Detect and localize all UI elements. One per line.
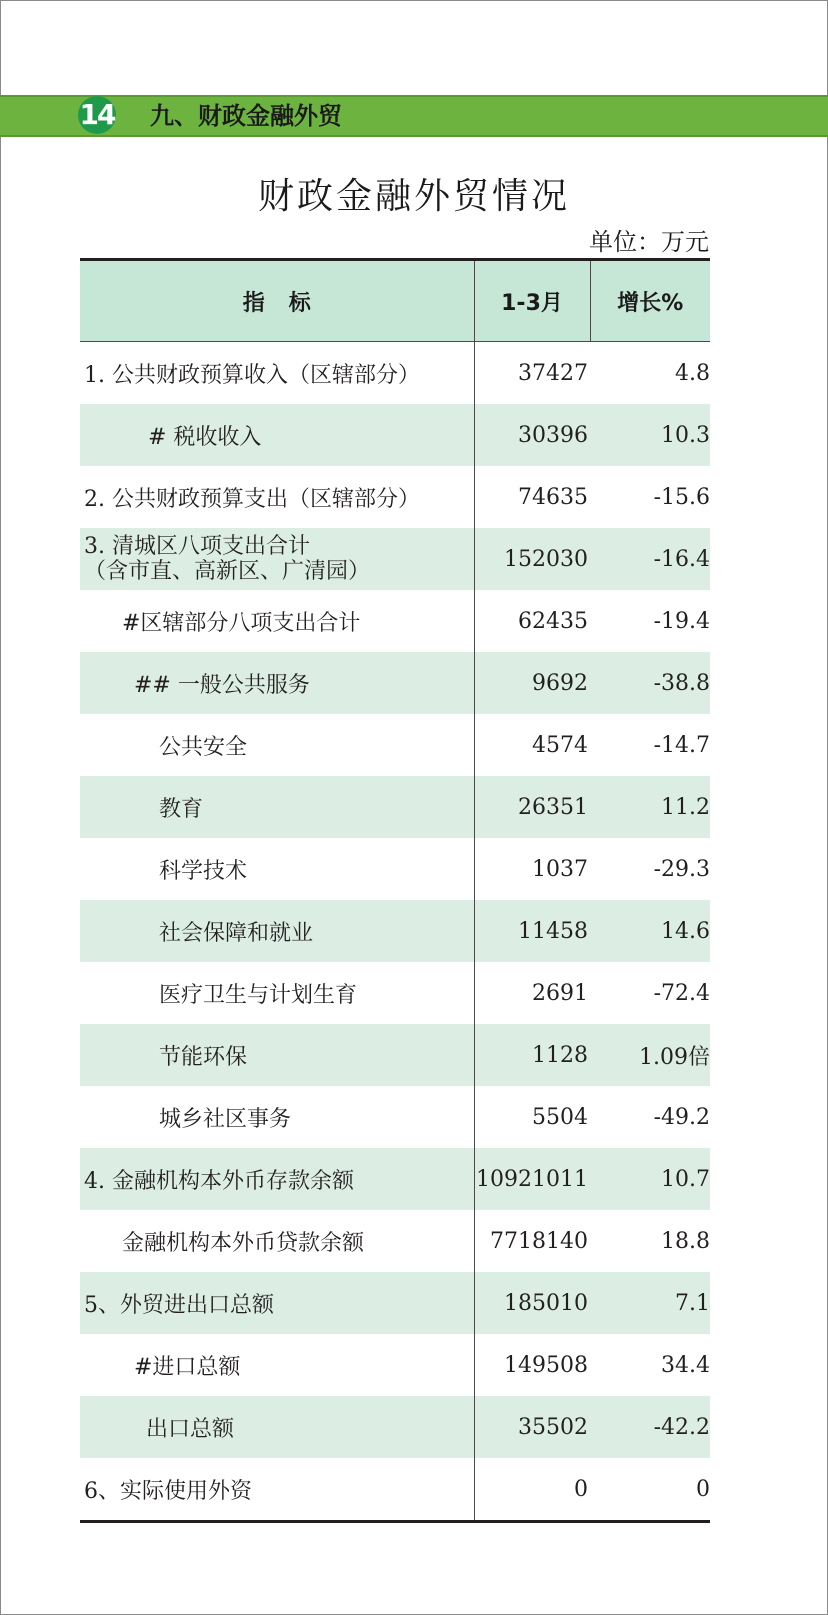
column-header-indicator: 指标 [80, 260, 474, 342]
row-value: 30396 [474, 404, 590, 466]
row-value: 1037 [532, 856, 588, 882]
row-indicator: 6、实际使用外资 [84, 1478, 252, 1504]
table-row [80, 714, 710, 776]
row-growth: 1.09倍 [590, 1024, 710, 1086]
table-row [80, 1334, 710, 1396]
row-value: 62435 [518, 608, 588, 634]
row-indicator: 教育 [159, 796, 204, 822]
row-value: 7718140 [490, 1228, 588, 1254]
row-growth: -16.4 [590, 528, 710, 590]
table-row [80, 838, 710, 900]
row-indicator: ## 一般公共服务 [134, 672, 310, 698]
row-indicator: 1. 公共财政预算收入（区辖部分） [84, 362, 420, 388]
table-row [80, 1210, 710, 1272]
row-growth: 34.4 [661, 1352, 710, 1378]
column-header-period: 1-3月 [474, 260, 590, 342]
table-row [80, 342, 710, 405]
table-row [80, 962, 710, 1024]
row-indicator: 2. 公共财政预算支出（区辖部分） [84, 486, 420, 512]
table-row [80, 466, 710, 528]
row-value: 11458 [474, 900, 590, 962]
table-row [80, 404, 710, 466]
unit-label: 单位：万元 [589, 228, 709, 256]
table-row [80, 1086, 710, 1148]
row-growth: -29.3 [653, 856, 710, 882]
row-indicator: 节能环保 [159, 1044, 248, 1070]
row-growth: 18.8 [661, 1228, 710, 1254]
finance-table [80, 258, 710, 1523]
row-value: 10921011 [474, 1148, 590, 1210]
row-growth: -19.4 [653, 608, 710, 634]
row-growth: 10.3 [590, 404, 710, 466]
row-growth: 10.7 [590, 1148, 710, 1210]
row-growth: 14.6 [590, 900, 710, 962]
row-indicator: 3. 清城区八项支出合计 [84, 534, 310, 559]
row-growth: -72.4 [653, 980, 710, 1006]
row-indicator: # 税收收入 [148, 424, 262, 450]
table-row [80, 1148, 710, 1210]
row-value: 9692 [474, 652, 590, 714]
row-value: 26351 [474, 776, 590, 838]
row-indicator: 公共安全 [159, 734, 248, 760]
row-indicator: 科学技术 [159, 858, 248, 884]
table-row [80, 652, 710, 714]
row-indicator: 城乡社区事务 [159, 1106, 292, 1132]
row-indicator: 5、外贸进出口总额 [84, 1292, 274, 1318]
row-indicator: #进口总额 [134, 1354, 241, 1380]
table-row [80, 1024, 710, 1086]
row-indicator: 出口总额 [146, 1416, 235, 1442]
table-row [80, 1458, 710, 1522]
row-value: 152030 [474, 528, 590, 590]
row-growth: -42.2 [590, 1396, 710, 1458]
document-title: 财政金融外贸情况 [257, 176, 570, 217]
column-header-growth: 增长% [590, 260, 710, 342]
row-value: 4574 [532, 732, 588, 758]
row-indicator: 医疗卫生与计划生育 [159, 982, 358, 1008]
table-row [80, 1396, 710, 1458]
section-bar [0, 95, 828, 137]
table-row [80, 1272, 710, 1334]
row-growth: -38.8 [590, 652, 710, 714]
row-indicator: 金融机构本外币贷款余额 [122, 1230, 365, 1256]
row-growth: 4.8 [675, 360, 710, 386]
table-row [80, 776, 710, 838]
row-indicator: 4. 金融机构本外币存款余额 [84, 1168, 354, 1194]
table-row [80, 590, 710, 652]
page-number-badge: 14 [78, 96, 116, 134]
row-growth: -49.2 [653, 1104, 710, 1130]
row-value: 37427 [518, 360, 588, 386]
table-row [80, 528, 710, 590]
table-header-row [80, 260, 710, 342]
table-row [80, 900, 710, 962]
row-growth: -14.7 [653, 732, 710, 758]
row-growth: 11.2 [590, 776, 710, 838]
row-value: 149508 [504, 1352, 588, 1378]
row-value: 35502 [474, 1396, 590, 1458]
row-indicator: 社会保障和就业 [159, 920, 314, 946]
row-growth: 7.1 [590, 1272, 710, 1334]
row-value: 1128 [474, 1024, 590, 1086]
row-growth: 0 [696, 1476, 710, 1502]
row-indicator-line2: （含市直、高新区、广清园） [84, 559, 371, 584]
row-value: 0 [574, 1476, 588, 1502]
row-value: 185010 [474, 1272, 590, 1334]
row-growth: -15.6 [653, 484, 710, 510]
row-value: 5504 [532, 1104, 588, 1130]
section-title: 九、财政金融外贸 [150, 102, 342, 130]
row-value: 2691 [532, 980, 588, 1006]
row-value: 74635 [518, 484, 588, 510]
row-indicator: #区辖部分八项支出合计 [122, 610, 361, 636]
